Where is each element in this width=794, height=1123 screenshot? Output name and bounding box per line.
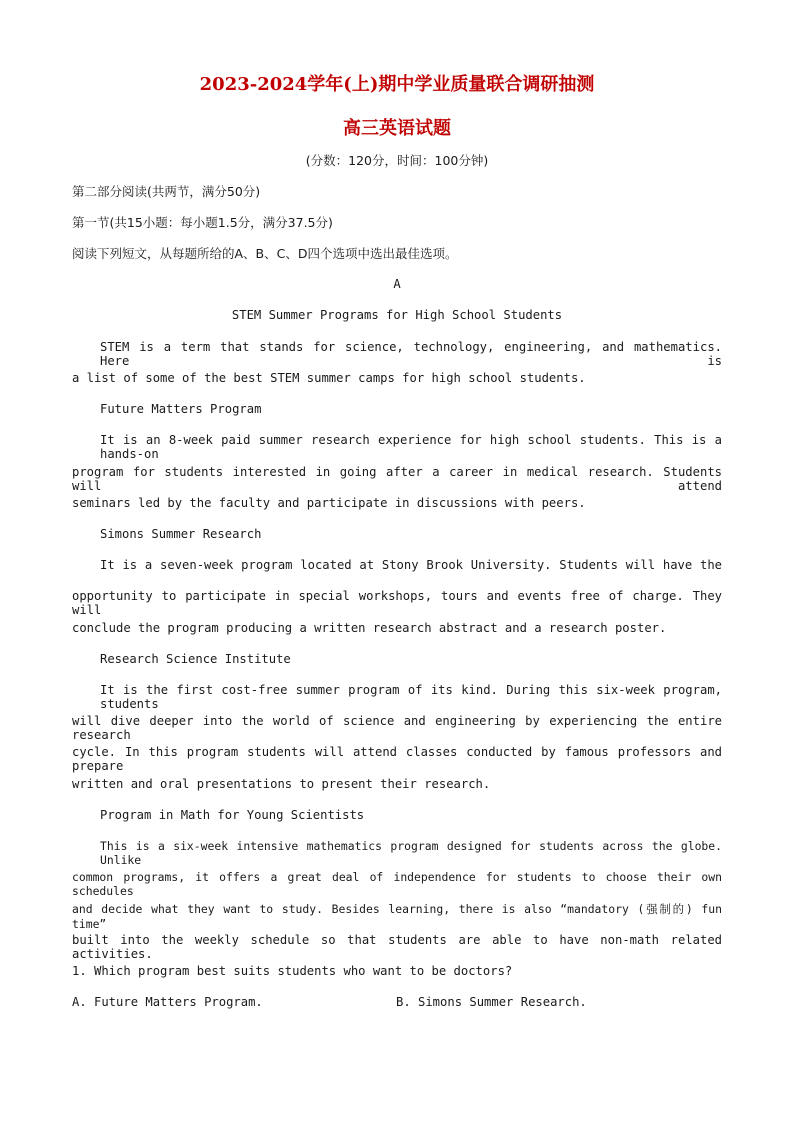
program-text-line: program for students interested in going after a career in medical research. Students will attend bbox=[72, 465, 722, 493]
exam-meta: (分数：120分，时间：100分钟) bbox=[305, 153, 489, 168]
part-heading: 第二部分阅读(共两节，满分50分) bbox=[72, 184, 261, 199]
passage-letter: A bbox=[393, 277, 401, 291]
program-name: Future Matters Program bbox=[100, 402, 262, 416]
program-text-line: conclude the program producing a written research abstract and a research poster. bbox=[72, 621, 667, 635]
question-option-b: B. Simons Summer Research. bbox=[396, 995, 587, 1009]
intro-line: STEM is a term that stands for science, technology, engineering, and mathematics. Here is bbox=[100, 340, 722, 368]
program-name: Research Science Institute bbox=[100, 652, 291, 666]
passage-title: STEM Summer Programs for High School Students bbox=[231, 308, 563, 322]
program-text-line: It is an 8-week paid summer research experience for high school students. This is a hands-on bbox=[100, 433, 722, 461]
directions-text: 阅读下列短文，从每题所给的A、B、C、D四个选项中选出最佳选项。 bbox=[72, 246, 458, 261]
question-stem: 1. Which program best suits students who want to be doctors? bbox=[72, 964, 513, 978]
program-text-line: opportunity to participate in special workshops, tours and events free of charge. They will bbox=[72, 589, 722, 617]
program-text-line: This is a six-week intensive mathematics program designed for students across the globe. Unlike bbox=[100, 839, 722, 867]
program-text-line: It is the first cost-free summer program of its kind. During this six-week program, students bbox=[100, 683, 722, 711]
program-text-line: It is a seven-week program located at Stony Brook University. Students will have the bbox=[100, 558, 722, 572]
exam-subtitle: 高三英语试题 bbox=[343, 118, 451, 139]
program-name: Simons Summer Research bbox=[100, 527, 262, 541]
program-text-line: written and oral presentations to present their research. bbox=[72, 777, 491, 791]
program-text-line: and decide what they want to study. Besides learning, there is also “mandatory (强制的) fun time” bbox=[72, 902, 722, 931]
question-option-a: A. Future Matters Program. bbox=[72, 995, 263, 1009]
program-text-line: seminars led by the faculty and participate in discussions with peers. bbox=[72, 496, 586, 510]
intro-line: a list of some of the best STEM summer camps for high school students. bbox=[72, 371, 586, 385]
program-text-line: common programs, it offers a great deal of independence for students to choose their own schedules bbox=[72, 870, 722, 898]
program-text-line: will dive deeper into the world of science and engineering by experiencing the entire research bbox=[72, 714, 722, 742]
program-name: Program in Math for Young Scientists bbox=[100, 808, 365, 822]
exam-title: 2023-2024学年(上)期中学业质量联合调研抽测 bbox=[199, 74, 595, 95]
program-text-line: built into the weekly schedule so that students are able to have non-math related activities. bbox=[72, 933, 722, 961]
program-text-line: cycle. In this program students will attend classes conducted by famous professors and prepare bbox=[72, 745, 722, 773]
section-heading: 第一节(共15小题：每小题1.5分，满分37.5分) bbox=[72, 215, 333, 230]
